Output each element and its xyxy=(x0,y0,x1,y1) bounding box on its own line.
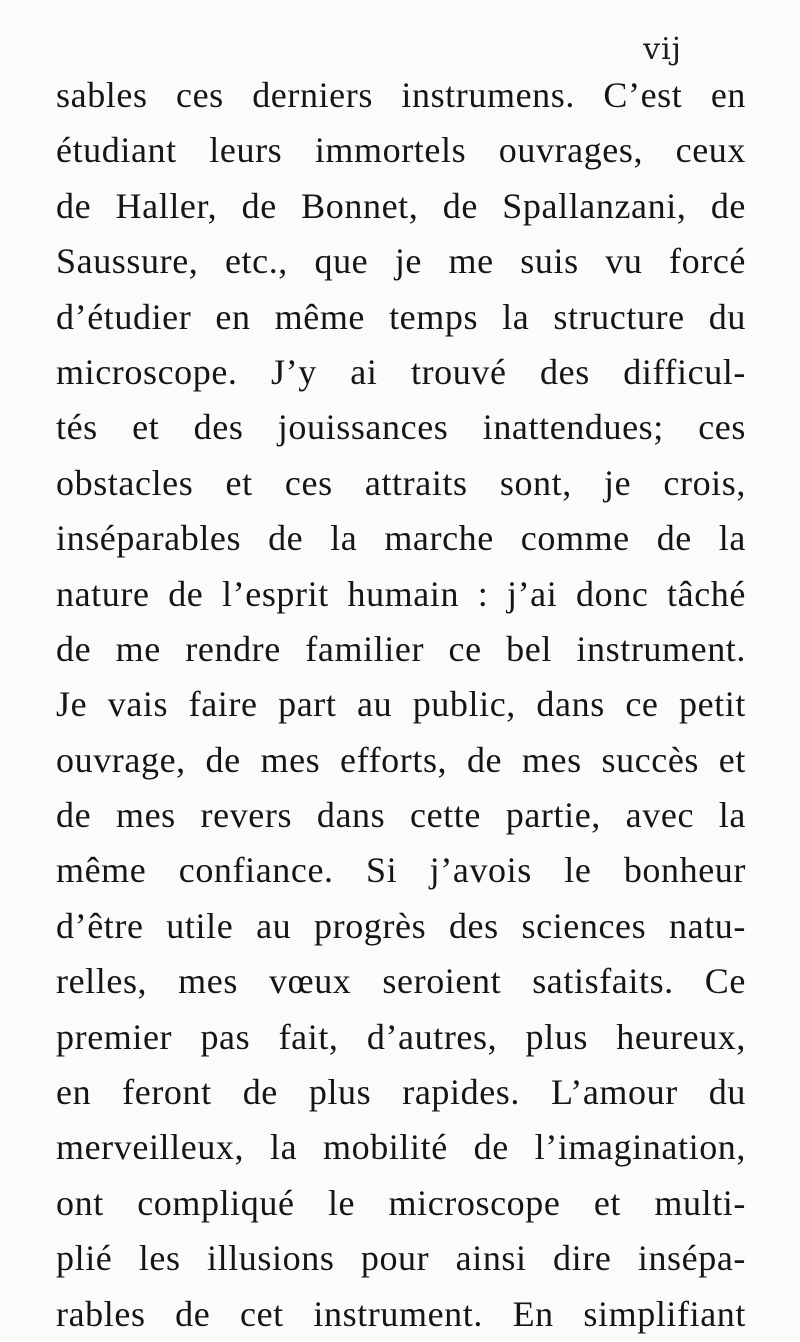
text-line: de mes revers dans cette partie, avec la xyxy=(56,795,746,836)
body-text xyxy=(56,68,746,1342)
text-line: Je vais faire part au public, dans ce petit xyxy=(56,684,746,725)
text-line: d’être utile au progrès des sciences natu- xyxy=(56,905,746,946)
text-line: premier pas fait, d’autres, plus heureux, xyxy=(56,1016,746,1057)
text-line: rables de cet instrument. En simplifiant xyxy=(56,1293,746,1334)
text-line: d’étudier en même temps la structure du xyxy=(56,296,746,337)
text-line: merveilleux, la mobilité de l’imagination, xyxy=(56,1127,746,1168)
text-line: en feront de plus rapides. L’amour du xyxy=(56,1072,746,1113)
text-line: plié les illusions pour ainsi dire insépa- xyxy=(56,1238,746,1279)
page-number: vij xyxy=(643,32,682,67)
text-line: de me rendre familier ce bel instrument. xyxy=(56,628,746,669)
text-line: ont compliqué le microscope et multi- xyxy=(56,1182,746,1223)
text-line: obstacles et ces attraits sont, je crois, xyxy=(56,462,746,503)
text-line: inséparables de la marche comme de la xyxy=(56,518,746,559)
text-line: microscope. J’y ai trouvé des difficul- xyxy=(56,351,746,392)
text-line: nature de l’esprit humain : j’ai donc tâché xyxy=(56,573,746,614)
text-line: ouvrage, de mes efforts, de mes succès et xyxy=(56,739,746,780)
text-line: de Haller, de Bonnet, de Spallanzani, de xyxy=(56,185,746,226)
text-line: même confiance. Si j’avois le bonheur xyxy=(56,850,746,891)
text-line: tés et des jouissances inattendues; ces xyxy=(56,407,746,448)
text-line: étudiant leurs immortels ouvrages, ceux xyxy=(56,130,746,171)
text-line: Saussure, etc., que je me suis vu forcé xyxy=(56,241,746,282)
text-line: relles, mes vœux seroient satisfaits. Ce xyxy=(56,961,746,1002)
text-line: sables ces derniers instrumens. C’est en xyxy=(56,75,746,115)
